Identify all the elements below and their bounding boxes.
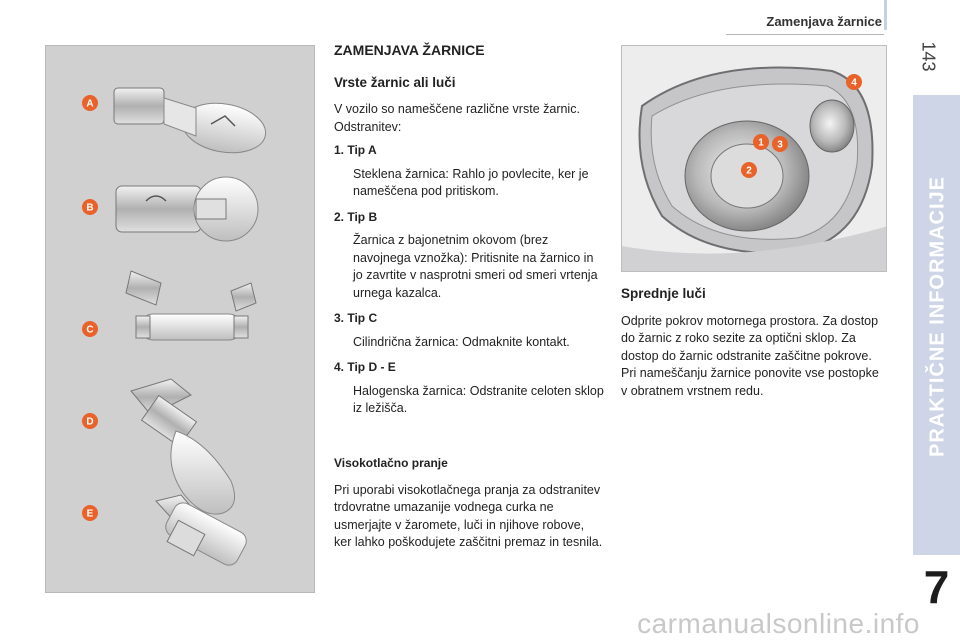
bulb-types-figure	[45, 45, 315, 593]
header-rule	[726, 34, 884, 35]
front-lights-title: Sprednje luči	[621, 286, 706, 301]
bulb-type-d-icon	[131, 379, 235, 514]
headlamp-photo	[621, 45, 887, 272]
item-text: Halogenska žarnica: Odstranite celoten sklop iz ležišča.	[353, 383, 604, 415]
label-d: D	[86, 416, 94, 428]
item-head: 3. Tip C	[334, 311, 378, 325]
item-head: 1. Tip A	[334, 143, 377, 157]
bulb-illustration	[46, 46, 316, 594]
pressure-washing-note	[334, 455, 604, 552]
front-lights-text: Odprite pokrov motornega prostora. Za dostop do žarnic z roko sezite za optični sklop. Za dostop do žarnic odstranite zaščitne pokrove. Pri nameščanju žarnice ponovite vse postopke v obratnem vrstnem redu.	[621, 313, 879, 398]
bulb-type-a-icon	[114, 88, 270, 159]
chapter-number: 7	[923, 561, 950, 613]
washing-text: Pri uporabi visokotlačnega pranja za odstranitev trdovratne umazanije vodnega curka ne usmerjajte v žaromete, luči in njihove robove, ker lahko poškodujete zaščitni premaz in tesnila.	[334, 482, 603, 549]
headlamp-illustration	[622, 46, 887, 272]
section-subtitle: Vrste žarnic ali luči	[334, 74, 456, 90]
header-title: Zamenjava žarnice	[766, 14, 882, 29]
item-head: 2. Tip B	[334, 209, 378, 224]
list-item	[334, 310, 604, 351]
label-4: 4	[851, 77, 857, 89]
watermark: carmanualsonline.info	[637, 608, 920, 639]
page-number: 143	[918, 41, 939, 72]
header-tick	[884, 0, 887, 30]
page-title: ZAMENJAVA ŽARNICE	[334, 42, 485, 58]
list-item	[334, 142, 604, 201]
label-3: 3	[777, 139, 783, 151]
bulb-type-c-icon	[126, 271, 256, 340]
chapter-title: PRAKTIČNE INFORMACIJE	[926, 176, 949, 458]
item-text: Cilindrična žarnica: Odmaknite kontakt.	[353, 334, 570, 349]
intro-text: V vozilo so nameščene različne vrste žarnic. Odstranitev:	[334, 102, 580, 134]
label-b: B	[86, 202, 94, 214]
bulb-type-b-icon	[116, 177, 258, 241]
label-a: A	[86, 98, 94, 110]
front-lights-section	[621, 285, 881, 400]
item-text: Steklena žarnica: Rahlo jo povlecite, ker je nameščena pod pritiskom.	[353, 166, 589, 198]
item-head: 4. Tip D - E	[334, 360, 396, 374]
washing-title: Visokotlačno pranje	[334, 456, 448, 470]
list-item	[334, 359, 604, 418]
chapter-side-tab	[913, 95, 960, 555]
item-text: Žarnica z bajonetnim okovom (brez navojnega vznožka): Pritisnite na žarnico in jo zavrtite v nasprotni smeri od smeri vrtenja urnega kazalca.	[353, 233, 598, 300]
label-2: 2	[746, 165, 752, 177]
label-1: 1	[758, 137, 764, 149]
label-c: C	[86, 324, 94, 336]
list-item	[334, 209, 604, 303]
label-e: E	[86, 508, 94, 520]
bulb-types-section	[334, 42, 604, 418]
